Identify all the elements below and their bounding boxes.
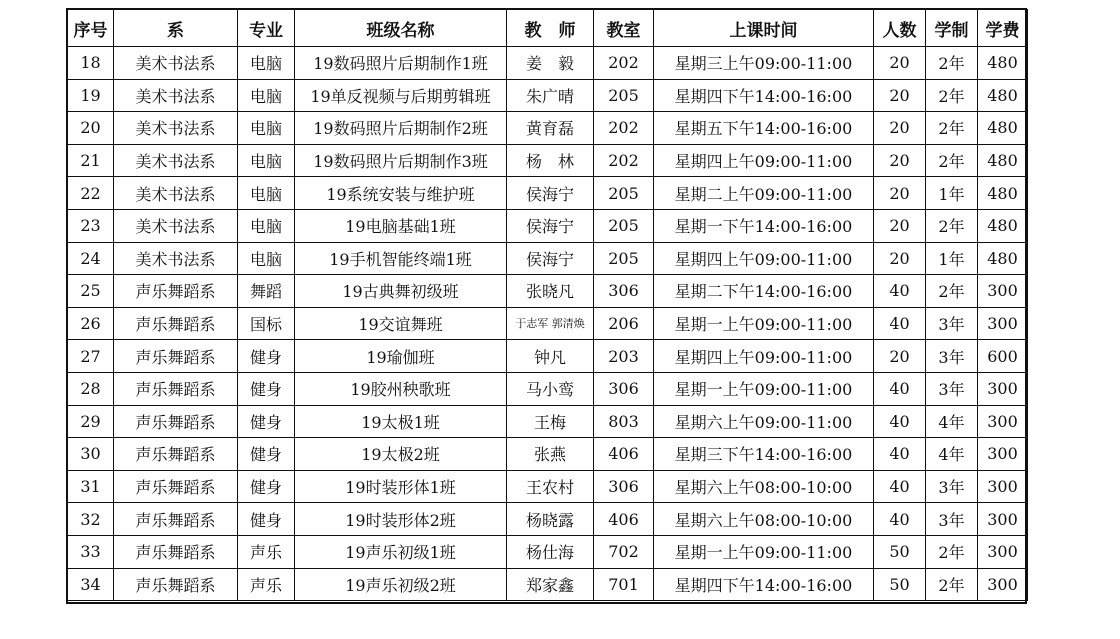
table-row xyxy=(68,340,1028,373)
cell-teacher: 黄育磊 xyxy=(507,112,594,145)
cell-class-time: 星期四上午09:00-11:00 xyxy=(654,340,874,373)
cell-major: 健身 xyxy=(238,372,295,405)
cell-teacher: 马小鸾 xyxy=(507,372,594,405)
cell-major: 健身 xyxy=(238,503,295,536)
cell-department: 美术书法系 xyxy=(114,209,238,242)
cell-department: 声乐舞蹈系 xyxy=(114,340,238,373)
table-row xyxy=(68,79,1028,112)
table-body xyxy=(68,47,1028,601)
table-row xyxy=(68,405,1028,438)
cell-department: 声乐舞蹈系 xyxy=(114,307,238,340)
cell-duration: 1年 xyxy=(926,177,978,210)
table-row xyxy=(68,372,1028,405)
cell-class-time: 星期四上午09:00-11:00 xyxy=(654,242,874,275)
cell-fee: 300 xyxy=(978,470,1028,503)
cell-class-name: 19数码照片后期制作3班 xyxy=(295,144,507,177)
cell-teacher: 杨仕海 xyxy=(507,535,594,568)
cell-index: 21 xyxy=(68,144,114,177)
cell-enrollment: 50 xyxy=(874,535,926,568)
cell-class-time: 星期二下午14:00-16:00 xyxy=(654,275,874,308)
cell-class-name: 19单反视频与后期剪辑班 xyxy=(295,79,507,112)
header-classroom: 教室 xyxy=(594,10,654,47)
cell-class-time: 星期一上午09:00-11:00 xyxy=(654,372,874,405)
cell-major: 健身 xyxy=(238,438,295,471)
cell-department: 声乐舞蹈系 xyxy=(114,535,238,568)
cell-teacher: 钟凡 xyxy=(507,340,594,373)
cell-duration: 3年 xyxy=(926,470,978,503)
cell-department: 美术书法系 xyxy=(114,47,238,80)
cell-class-time: 星期四下午14:00-16:00 xyxy=(654,79,874,112)
cell-enrollment: 40 xyxy=(874,503,926,536)
cell-duration: 3年 xyxy=(926,372,978,405)
cell-teacher: 杨晓露 xyxy=(507,503,594,536)
cell-class-name: 19手机智能终端1班 xyxy=(295,242,507,275)
cropped-title xyxy=(300,0,820,4)
header-teacher: 教 师 xyxy=(507,10,594,47)
cell-major: 声乐 xyxy=(238,535,295,568)
cell-class-name: 19系统安装与维护班 xyxy=(295,177,507,210)
cell-enrollment: 20 xyxy=(874,47,926,80)
cell-classroom: 306 xyxy=(594,372,654,405)
cell-fee: 300 xyxy=(978,535,1028,568)
cell-enrollment: 50 xyxy=(874,568,926,601)
table-row xyxy=(68,144,1028,177)
cell-index: 29 xyxy=(68,405,114,438)
cell-enrollment: 20 xyxy=(874,112,926,145)
cell-enrollment: 40 xyxy=(874,275,926,308)
cell-department: 美术书法系 xyxy=(114,79,238,112)
cell-index: 31 xyxy=(68,470,114,503)
cell-teacher: 姜 毅 xyxy=(507,47,594,80)
table-row xyxy=(68,307,1028,340)
cell-major: 声乐 xyxy=(238,568,295,601)
cell-major: 健身 xyxy=(238,405,295,438)
table-row xyxy=(68,535,1028,568)
header-class-time: 上课时间 xyxy=(654,10,874,47)
cell-fee: 300 xyxy=(978,372,1028,405)
cell-department: 美术书法系 xyxy=(114,144,238,177)
class-schedule-table xyxy=(67,9,1028,601)
cell-classroom: 306 xyxy=(594,275,654,308)
cell-fee: 480 xyxy=(978,112,1028,145)
cell-major: 电脑 xyxy=(238,177,295,210)
cell-classroom: 202 xyxy=(594,112,654,145)
cell-index: 22 xyxy=(68,177,114,210)
header-department: 系 xyxy=(114,10,238,47)
cell-department: 美术书法系 xyxy=(114,177,238,210)
cell-duration: 2年 xyxy=(926,275,978,308)
cell-teacher: 侯海宁 xyxy=(507,177,594,210)
cell-index: 26 xyxy=(68,307,114,340)
cell-class-time: 星期三上午09:00-11:00 xyxy=(654,47,874,80)
cell-enrollment: 40 xyxy=(874,372,926,405)
cell-duration: 2年 xyxy=(926,79,978,112)
cell-duration: 2年 xyxy=(926,209,978,242)
cell-enrollment: 20 xyxy=(874,144,926,177)
cell-duration: 2年 xyxy=(926,144,978,177)
cell-class-name: 19电脑基础1班 xyxy=(295,209,507,242)
cell-enrollment: 40 xyxy=(874,405,926,438)
cell-class-name: 19交谊舞班 xyxy=(295,307,507,340)
cell-duration: 4年 xyxy=(926,405,978,438)
cell-duration: 3年 xyxy=(926,307,978,340)
cell-classroom: 205 xyxy=(594,242,654,275)
header-index: 序号 xyxy=(68,10,114,47)
cell-major: 电脑 xyxy=(238,112,295,145)
cell-classroom: 205 xyxy=(594,209,654,242)
cell-enrollment: 20 xyxy=(874,177,926,210)
cell-major: 电脑 xyxy=(238,79,295,112)
cell-fee: 300 xyxy=(978,307,1028,340)
cell-fee: 480 xyxy=(978,177,1028,210)
cell-major: 健身 xyxy=(238,340,295,373)
cell-department: 声乐舞蹈系 xyxy=(114,372,238,405)
cell-class-name: 19胶州秧歌班 xyxy=(295,372,507,405)
cell-teacher: 郑家鑫 xyxy=(507,568,594,601)
cell-department: 美术书法系 xyxy=(114,242,238,275)
cell-index: 33 xyxy=(68,535,114,568)
cell-classroom: 203 xyxy=(594,340,654,373)
cell-fee: 300 xyxy=(978,405,1028,438)
cell-department: 声乐舞蹈系 xyxy=(114,438,238,471)
cell-fee: 480 xyxy=(978,209,1028,242)
cell-class-name: 19瑜伽班 xyxy=(295,340,507,373)
cell-class-time: 星期五下午14:00-16:00 xyxy=(654,112,874,145)
cell-class-time: 星期一下午14:00-16:00 xyxy=(654,209,874,242)
cell-class-time: 星期六上午08:00-10:00 xyxy=(654,470,874,503)
header-duration: 学制 xyxy=(926,10,978,47)
cell-duration: 2年 xyxy=(926,112,978,145)
cell-duration: 3年 xyxy=(926,503,978,536)
cell-class-time: 星期六上午08:00-10:00 xyxy=(654,503,874,536)
cell-class-name: 19数码照片后期制作2班 xyxy=(295,112,507,145)
cell-major: 电脑 xyxy=(238,242,295,275)
table-row xyxy=(68,47,1028,80)
cell-department: 声乐舞蹈系 xyxy=(114,568,238,601)
cell-class-time: 星期四上午09:00-11:00 xyxy=(654,144,874,177)
cell-index: 27 xyxy=(68,340,114,373)
cell-enrollment: 40 xyxy=(874,438,926,471)
cell-index: 30 xyxy=(68,438,114,471)
cell-classroom: 702 xyxy=(594,535,654,568)
cell-classroom: 701 xyxy=(594,568,654,601)
cell-classroom: 406 xyxy=(594,438,654,471)
table-row xyxy=(68,503,1028,536)
cell-classroom: 803 xyxy=(594,405,654,438)
cell-major: 国标 xyxy=(238,307,295,340)
table-row xyxy=(68,470,1028,503)
cell-class-name: 19声乐初级1班 xyxy=(295,535,507,568)
cell-department: 声乐舞蹈系 xyxy=(114,503,238,536)
cell-class-time: 星期一上午09:00-11:00 xyxy=(654,535,874,568)
cell-classroom: 206 xyxy=(594,307,654,340)
cell-teacher: 侯海宁 xyxy=(507,209,594,242)
cell-duration: 4年 xyxy=(926,438,978,471)
cell-teacher: 张晓凡 xyxy=(507,275,594,308)
cell-department: 声乐舞蹈系 xyxy=(114,275,238,308)
cell-department: 美术书法系 xyxy=(114,112,238,145)
header-enrollment: 人数 xyxy=(874,10,926,47)
cell-class-name: 19时装形体1班 xyxy=(295,470,507,503)
cell-fee: 600 xyxy=(978,340,1028,373)
table-row xyxy=(68,275,1028,308)
cell-classroom: 406 xyxy=(594,503,654,536)
cell-index: 18 xyxy=(68,47,114,80)
cell-fee: 300 xyxy=(978,503,1028,536)
cell-department: 声乐舞蹈系 xyxy=(114,405,238,438)
cell-classroom: 306 xyxy=(594,470,654,503)
cell-index: 32 xyxy=(68,503,114,536)
cell-enrollment: 20 xyxy=(874,209,926,242)
cell-class-name: 19太极1班 xyxy=(295,405,507,438)
cell-enrollment: 20 xyxy=(874,79,926,112)
header-fee: 学费 xyxy=(978,10,1028,47)
cell-index: 24 xyxy=(68,242,114,275)
cell-fee: 300 xyxy=(978,275,1028,308)
header-class-name: 班级名称 xyxy=(295,10,507,47)
table-row xyxy=(68,568,1028,601)
cell-enrollment: 20 xyxy=(874,242,926,275)
cell-index: 28 xyxy=(68,372,114,405)
cell-index: 23 xyxy=(68,209,114,242)
cell-major: 电脑 xyxy=(238,209,295,242)
cell-fee: 480 xyxy=(978,144,1028,177)
cell-teacher: 王梅 xyxy=(507,405,594,438)
table-row xyxy=(68,112,1028,145)
cell-class-time: 星期一上午09:00-11:00 xyxy=(654,307,874,340)
cell-class-name: 19数码照片后期制作1班 xyxy=(295,47,507,80)
cell-fee: 480 xyxy=(978,79,1028,112)
cell-duration: 1年 xyxy=(926,242,978,275)
header-major: 专业 xyxy=(238,10,295,47)
cell-teacher: 于志军 郭清焕 xyxy=(507,307,594,340)
table-row xyxy=(68,242,1028,275)
cell-class-name: 19太极2班 xyxy=(295,438,507,471)
cell-index: 34 xyxy=(68,568,114,601)
cell-enrollment: 40 xyxy=(874,307,926,340)
cell-index: 19 xyxy=(68,79,114,112)
cell-enrollment: 40 xyxy=(874,470,926,503)
cell-fee: 300 xyxy=(978,438,1028,471)
cell-classroom: 202 xyxy=(594,144,654,177)
cell-classroom: 202 xyxy=(594,47,654,80)
cell-classroom: 205 xyxy=(594,79,654,112)
cell-duration: 3年 xyxy=(926,340,978,373)
cell-teacher: 杨 林 xyxy=(507,144,594,177)
cell-duration: 2年 xyxy=(926,568,978,601)
cell-classroom: 205 xyxy=(594,177,654,210)
header-row xyxy=(68,10,1028,47)
cell-class-time: 星期六上午09:00-11:00 xyxy=(654,405,874,438)
cell-class-name: 19时装形体2班 xyxy=(295,503,507,536)
cell-enrollment: 20 xyxy=(874,340,926,373)
cell-teacher: 朱广晴 xyxy=(507,79,594,112)
cell-teacher: 张燕 xyxy=(507,438,594,471)
cell-major: 健身 xyxy=(238,470,295,503)
cell-class-name: 19声乐初级2班 xyxy=(295,568,507,601)
cell-duration: 2年 xyxy=(926,535,978,568)
cell-teacher: 侯海宁 xyxy=(507,242,594,275)
table-row xyxy=(68,177,1028,210)
cell-fee: 480 xyxy=(978,242,1028,275)
cell-index: 25 xyxy=(68,275,114,308)
cell-index: 20 xyxy=(68,112,114,145)
cell-major: 电脑 xyxy=(238,144,295,177)
cell-class-name: 19古典舞初级班 xyxy=(295,275,507,308)
cell-fee: 480 xyxy=(978,47,1028,80)
cell-duration: 2年 xyxy=(926,47,978,80)
table-row xyxy=(68,438,1028,471)
cell-department: 声乐舞蹈系 xyxy=(114,470,238,503)
cell-class-time: 星期四下午14:00-16:00 xyxy=(654,568,874,601)
table-row xyxy=(68,209,1028,242)
cell-major: 舞蹈 xyxy=(238,275,295,308)
cell-class-time: 星期三下午14:00-16:00 xyxy=(654,438,874,471)
cell-fee: 300 xyxy=(978,568,1028,601)
cell-major: 电脑 xyxy=(238,47,295,80)
cell-teacher: 王农村 xyxy=(507,470,594,503)
cell-class-time: 星期二上午09:00-11:00 xyxy=(654,177,874,210)
